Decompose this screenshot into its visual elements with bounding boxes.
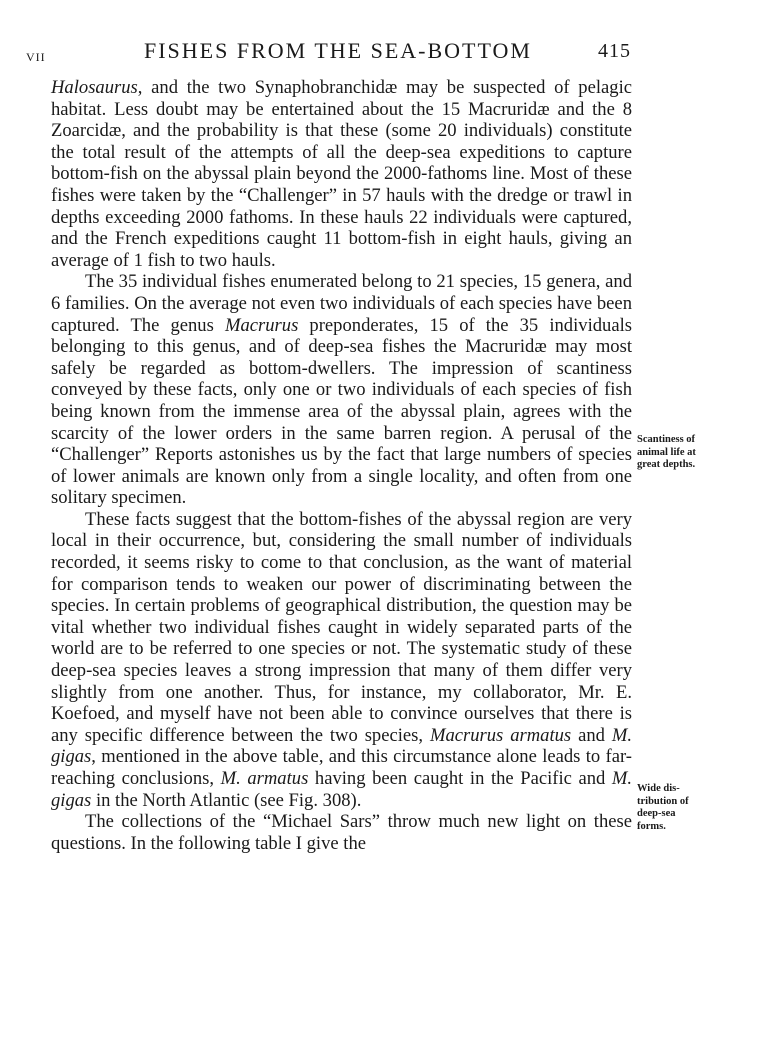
side-note-line: great depths. (637, 459, 696, 470)
side-note-wide-distribution (637, 783, 757, 833)
italic-text-run: M. gigas (51, 768, 633, 811)
italic-text-run: Halosaurus (51, 77, 138, 98)
text-run: preponderates, 15 of the 35 individuals belonging to this genus, and of deep-sea fishes the Macruridæ may most safely be regarded as bottom-dwellers. The impression of scantiness conveyed by these facts, only one or two individuals of each species of fish being known from the immense area of the abyssal plain, agrees with the scarcity of the lower orders in the same barren region. A perusal of the “Challenger” Reports astonishes us by the fact that large numbers of species of lower animals are known only from a single locality, and often from one solitary specimen. (51, 314, 632, 509)
side-note-line: animal life at (637, 446, 696, 458)
italic-text-run: Macrurus armatus (429, 724, 572, 746)
side-note-line: deep-sea (637, 808, 676, 819)
italic-text-run: M. gigas (51, 724, 632, 768)
italic-text-run: M. armatus (220, 768, 309, 789)
chapter-number: VII (26, 50, 46, 64)
side-note-line: forms. (637, 820, 666, 832)
text-run: The collections of the “Michael Sars” throw much new light on these questions. In the following table I give the (51, 811, 632, 854)
running-header (26, 38, 631, 68)
page-title: FISHES FROM THE SEA-BOTTOM (144, 38, 532, 63)
paragraph (51, 271, 632, 509)
side-note-scantiness (637, 434, 757, 472)
text-run: having been caught in the Pacific and (308, 768, 612, 789)
body-text (51, 77, 632, 854)
paragraph (51, 811, 632, 854)
text-run: and (571, 724, 612, 746)
side-note-line: Scantiness of (637, 434, 696, 445)
paragraph (51, 509, 632, 811)
paragraph (51, 77, 632, 271)
side-note-line: Wide dis- (637, 783, 680, 794)
text-run: in the North Atlantic (see Fig. 308). (91, 789, 362, 811)
text-run: The 35 individual fishes enumerated belong to 21 species, 15 genera, and 6 families. On the average not even two individuals of each species have been captured. The genus (51, 271, 632, 336)
text-run: , and the two Synaphobranchidæ may be suspected of pelagic habitat. Less doubt may be entertained about the 15 Macruridæ and the 8 Zoarcidæ, and the probability is that these (some 20 individuals) constitute the total result of the attempts of all the deep-sea expeditions to capture bottom-fish on the abyssal plain beyond the 2000-fathoms line. Most of these fishes were taken by the “Challenger” in 57 hauls with the dredge or trawl in depths exceeding 2000 fathoms. In these hauls 22 individuals were captured, and the French expeditions caught 11 bottom-fish in eight hauls, giving an average of 1 fish to two hauls. (51, 77, 632, 271)
text-run: , mentioned in the above table, and this circumstance alone leads to far-reaching conclusions, (51, 746, 632, 789)
side-note-line: tribution of (637, 795, 689, 807)
text-run: These facts suggest that the bottom-fishes of the abyssal region are very local in their occurrence, but, considering the small number of individuals recorded, it seems risky to come to that conclusion, as the want of material for comparison tends to weaken our power of discriminating between the species. In certain problems of geographical distribution, the question may be vital whether two individual fishes caught in widely separated parts of the world are to be referred to one species or not. The systematic study of these deep-sea species leaves a strong impression that many of them differ very slightly from one another. Thus, for instance, my collaborator, Mr. E. Koefoed, and myself have not been able to convince ourselves that there is any specific difference between the two species, (51, 508, 632, 746)
page-number: 415 (598, 40, 631, 62)
italic-text-run: Macrurus (224, 314, 299, 336)
